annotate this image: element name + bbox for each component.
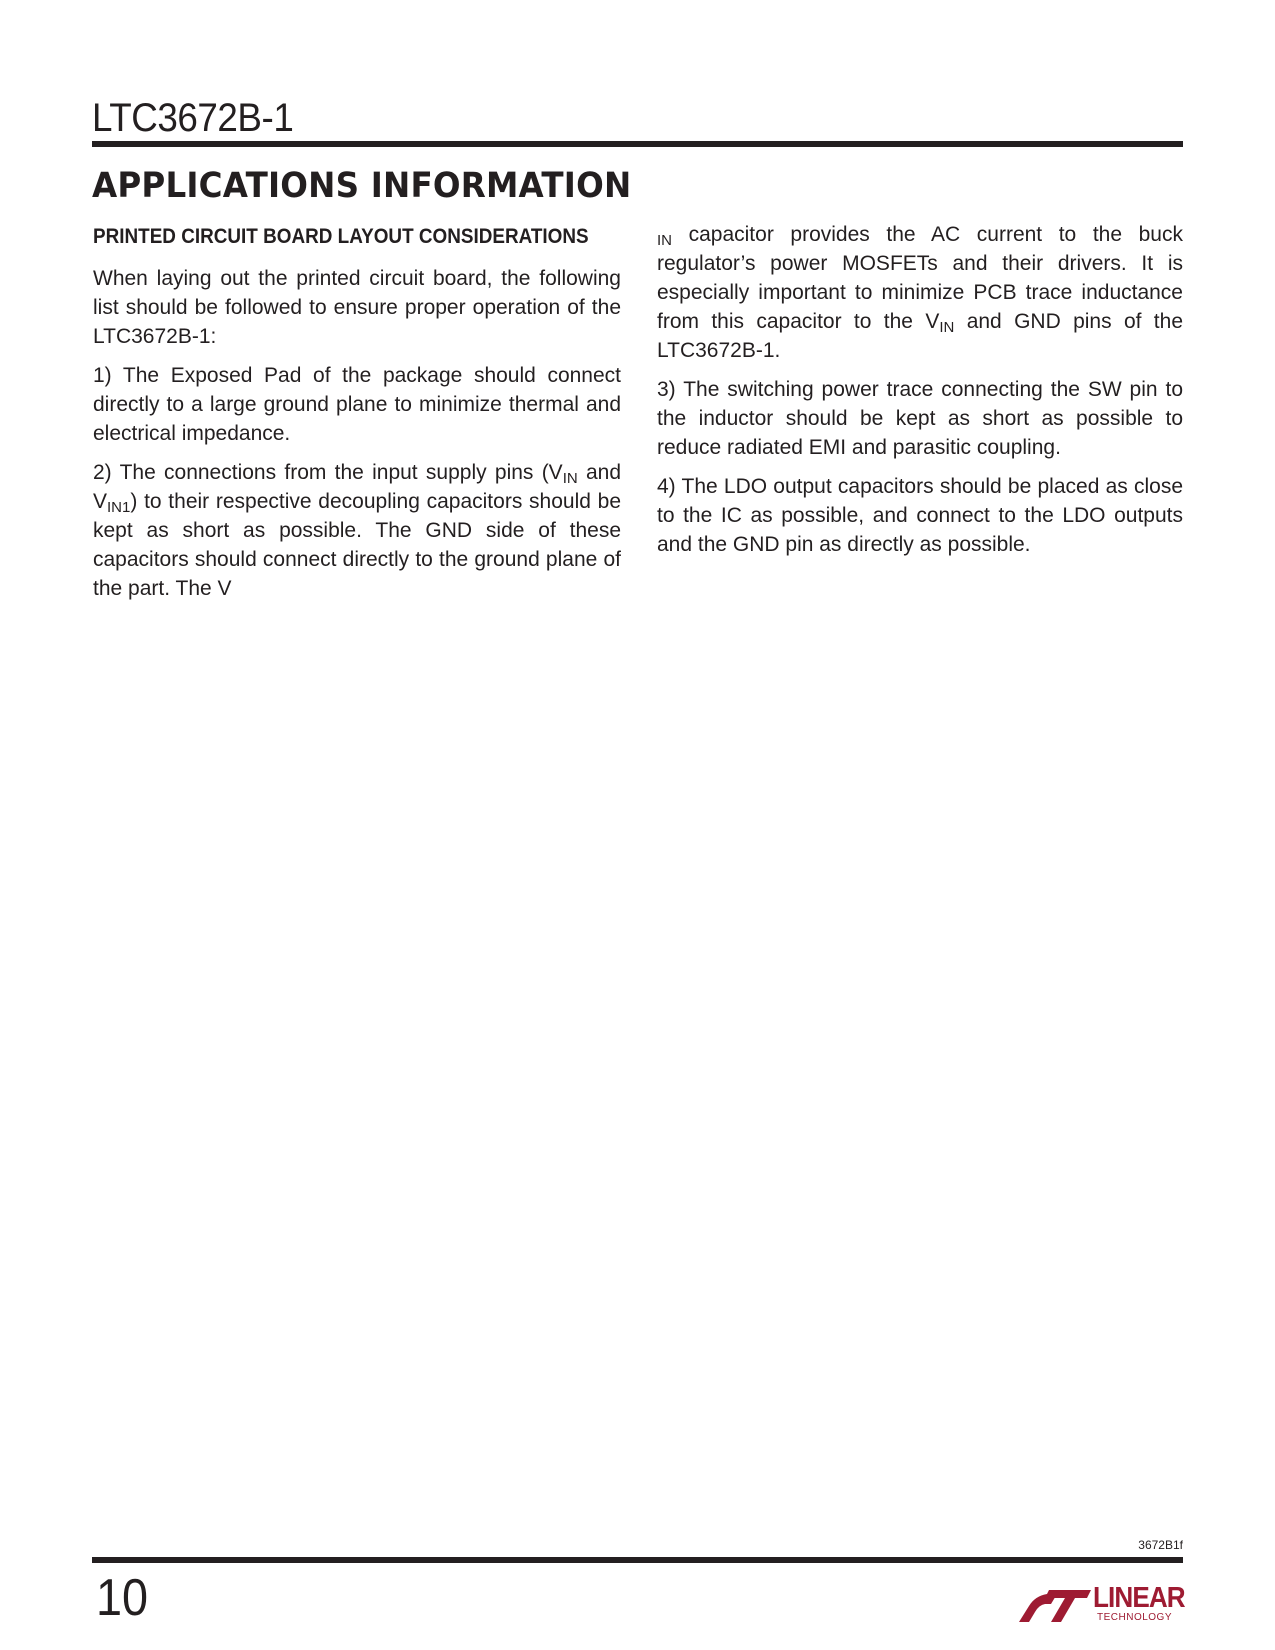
item-2-text-a: 2) The connections from the input supply pins (V <box>93 461 563 484</box>
item-2-continued <box>657 220 1183 365</box>
item-1-paragraph: 1) The Exposed Pad of the package should connect directly to a large ground plane to minimize thermal and electrical impedance. <box>93 364 621 445</box>
logo-wordmark: LINEAR <box>1093 1582 1185 1614</box>
item-2-text-d: capacitor provides the AC current to the buck regulator’s power MOSFETs and their drivers. It is especially important to minimize PCB trace inductance from this capacitor to the V <box>657 223 1183 333</box>
logo-subtext: TECHNOLOGY <box>1097 1612 1173 1623</box>
section-title: APPLICATIONS INFORMATION <box>92 166 632 206</box>
linear-technology-logo <box>1017 1582 1187 1626</box>
right-column <box>657 220 1183 569</box>
subscript-in: IN <box>939 319 955 336</box>
page-number: 10 <box>96 1569 149 1627</box>
item-4-paragraph: 4) The LDO output capacitors should be placed as close to the IC as possible, and connect to the LDO outputs and the GND pin as directly as possible. <box>657 475 1183 556</box>
item-2-text-b: and V <box>93 461 621 513</box>
subscript-in1: IN1 <box>107 499 131 516</box>
left-column <box>93 220 621 603</box>
subheading: PRINTED CIRCUIT BOARD LAYOUT CONSIDERATIONS <box>93 225 589 248</box>
part-number-header: LTC3672B-1 <box>92 96 294 140</box>
item-2-paragraph <box>93 458 621 603</box>
item-2-text-e: and GND pins of the LTC3672B-1. <box>657 310 1184 362</box>
logo-mark-icon <box>1017 1584 1093 1624</box>
subscript-in: IN <box>562 470 578 487</box>
item-3-paragraph: 3) The switching power trace connecting the SW pin to the inductor should be kept as short as possible to reduce radiated EMI and parasitic coupling. <box>657 378 1183 459</box>
footer-rule <box>92 1557 1183 1563</box>
document-code: 3672B1f <box>1138 1538 1183 1552</box>
item-2-text-c: ) to their respective decoupling capacitors should be kept as short as possible. The GND side of these capacitors should connect directly to the ground plane of the part. The V <box>93 490 621 600</box>
header-rule <box>92 141 1183 147</box>
intro-paragraph: When laying out the printed circuit board, the following list should be followed to ensure proper operation of the LTC3672B-1: <box>93 267 621 348</box>
subscript-in: IN <box>657 232 672 249</box>
